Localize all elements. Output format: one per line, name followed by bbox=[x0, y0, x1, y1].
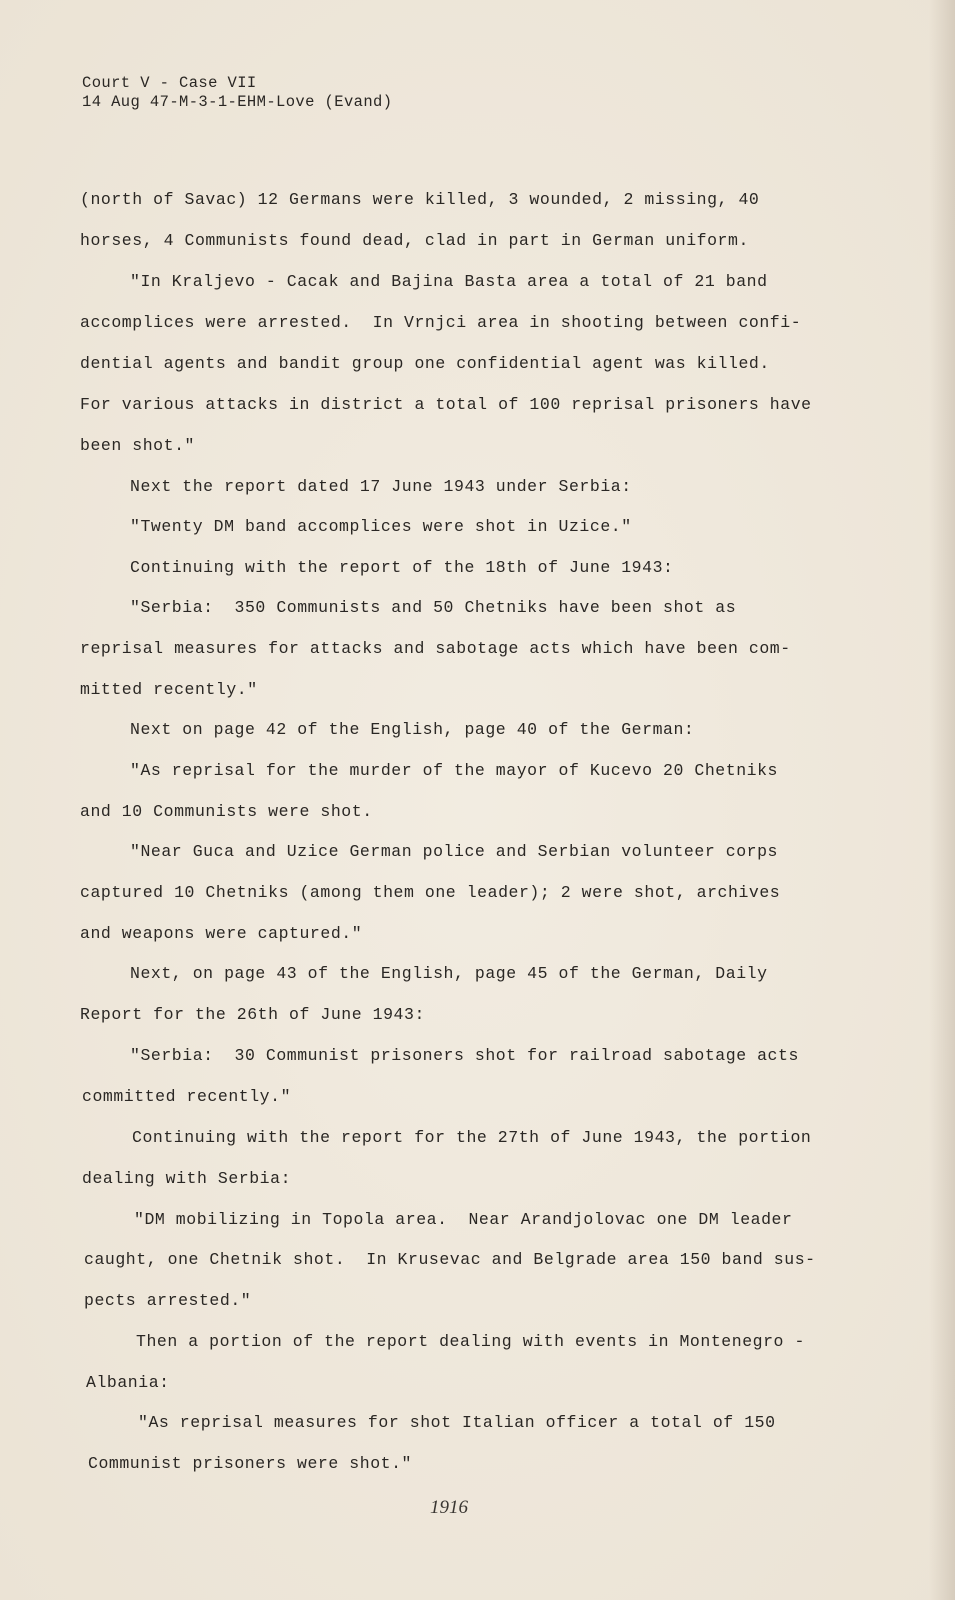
text-line: "As reprisal measures for shot Italian officer a total of 150 bbox=[138, 1413, 776, 1432]
text-line: Next on page 42 of the English, page 40 of the German: bbox=[130, 720, 695, 739]
header-reference: 14 Aug 47-M-3-1-EHM-Love (Evand) bbox=[82, 93, 393, 111]
text-line: "In Kraljevo - Cacak and Bajina Basta area a total of 21 band bbox=[130, 272, 768, 291]
text-line: "DM mobilizing in Topola area. Near Arandjolovac one DM leader bbox=[134, 1210, 793, 1229]
text-line: and weapons were captured." bbox=[80, 924, 363, 943]
text-line: reprisal measures for attacks and sabotage acts which have been com- bbox=[80, 639, 791, 658]
text-line: dential agents and bandit group one confidential agent was killed. bbox=[80, 354, 770, 373]
text-line: Then a portion of the report dealing with events in Montenegro - bbox=[136, 1332, 805, 1351]
text-line: "Near Guca and Uzice German police and Serbian volunteer corps bbox=[130, 842, 778, 861]
page-edge-shadow bbox=[929, 0, 955, 1600]
text-line: captured 10 Chetniks (among them one leader); 2 were shot, archives bbox=[80, 883, 781, 902]
text-line: "As reprisal for the murder of the mayor of Kucevo 20 Chetniks bbox=[130, 761, 778, 780]
text-line: mitted recently." bbox=[80, 680, 258, 699]
header-court-case: Court V - Case VII bbox=[82, 74, 257, 92]
text-line: Next the report dated 17 June 1943 under Serbia: bbox=[130, 477, 632, 496]
text-line: Next, on page 43 of the English, page 45 of the German, Daily bbox=[130, 964, 768, 983]
text-line: and 10 Communists were shot. bbox=[80, 802, 373, 821]
text-line: been shot." bbox=[80, 436, 195, 455]
text-line: Report for the 26th of June 1943: bbox=[80, 1005, 425, 1024]
text-line: committed recently." bbox=[82, 1087, 292, 1106]
text-line: Continuing with the report of the 18th of June 1943: bbox=[130, 558, 674, 577]
text-line: "Serbia: 30 Communist prisoners shot for railroad sabotage acts bbox=[130, 1046, 799, 1065]
text-line: pects arrested." bbox=[84, 1291, 252, 1310]
text-line: (north of Savac) 12 Germans were killed, 3 wounded, 2 missing, 40 bbox=[80, 190, 760, 209]
text-line: Albania: bbox=[86, 1373, 170, 1392]
text-line: dealing with Serbia: bbox=[82, 1169, 292, 1188]
text-line: Continuing with the report for the 27th of June 1943, the portion bbox=[132, 1128, 812, 1147]
text-line: "Twenty DM band accomplices were shot in Uzice." bbox=[130, 517, 632, 536]
text-line: "Serbia: 350 Communists and 50 Chetniks have been shot as bbox=[130, 598, 737, 617]
document-header bbox=[82, 74, 392, 112]
text-line: accomplices were arrested. In Vrnjci area in shooting between confi- bbox=[80, 313, 802, 332]
text-line: horses, 4 Communists found dead, clad in part in German uniform. bbox=[80, 231, 749, 250]
text-line: For various attacks in district a total of 100 reprisal prisoners have bbox=[80, 395, 812, 414]
text-line: Communist prisoners were shot." bbox=[88, 1454, 412, 1473]
text-line: caught, one Chetnik shot. In Krusevac and Belgrade area 150 band sus- bbox=[84, 1250, 816, 1269]
page-number: 1916 bbox=[430, 1497, 468, 1518]
